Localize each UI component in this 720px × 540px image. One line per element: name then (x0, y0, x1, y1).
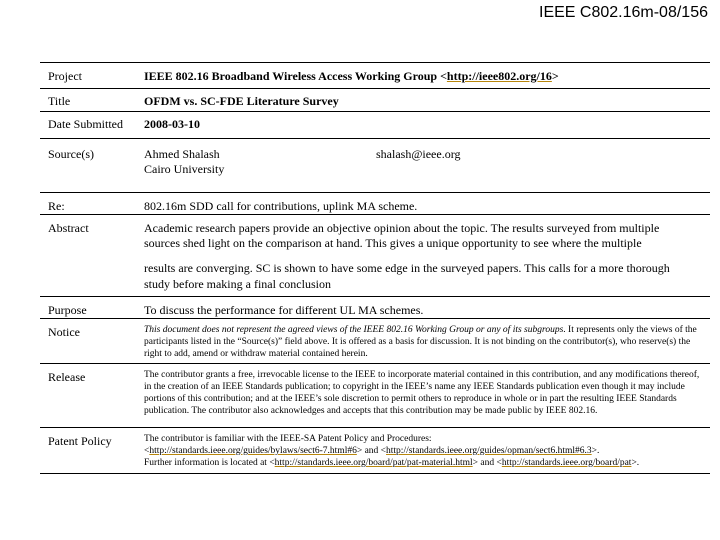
row-notice (40, 319, 710, 364)
date-label: Date Submitted (48, 117, 123, 131)
source-name: Ahmed Shalash (144, 147, 220, 161)
patent-link-bylaws[interactable]: http://standards.ieee.org/guides/bylaws/sect6-7.html#6 (149, 446, 357, 456)
row-abstract (40, 215, 710, 297)
patent-link-material[interactable]: http://standards.ieee.org/board/pat/pat-material.html (274, 458, 473, 468)
re-value: 802.16m SDD call for contributions, uplink MA scheme. (144, 199, 418, 213)
notice-label: Notice (48, 325, 80, 339)
abstract-paragraph-1: Academic research papers provide an objective opinion about the topic. The results surveyed from multiple sources shed light on the comparison at hand. This gives a unique opportunity to see where the multiple (144, 221, 660, 250)
project-text: IEEE 802.16 Broadband Wireless Access Working Group < (144, 69, 447, 83)
notice-value (144, 319, 710, 364)
purpose-label: Purpose (48, 303, 87, 317)
patent-line-3 (144, 457, 706, 469)
row-patent (40, 428, 710, 474)
source-affiliation: Cairo University (144, 162, 225, 176)
title-label: Title (48, 94, 71, 108)
project-link[interactable]: http://ieee802.org/16 (446, 69, 552, 83)
patent-value (144, 428, 710, 474)
patent-end-2: >. (631, 458, 640, 468)
row-re (40, 193, 710, 215)
patent-link-opman[interactable]: http://standards.ieee.org/guides/opman/sect6.html#6.3 (386, 446, 592, 456)
patent-end-1: >. (591, 446, 600, 456)
row-project (40, 63, 710, 89)
notice-italic: This document does not represent the agreed views of the IEEE 802.16 Working Group or any of its subgroups (144, 325, 564, 335)
abstract-paragraph-2: results are converging. SC is shown to have some edge in the surveyed papers. This calls for a more thorough study before making a final conclusion (144, 261, 670, 291)
patent-and-2: > and < (472, 458, 502, 468)
patent-further-info: Further information is located at < (144, 458, 275, 468)
project-suffix: > (551, 69, 559, 83)
project-value (144, 63, 710, 89)
row-date (40, 112, 710, 139)
re-label: Re: (48, 199, 65, 213)
patent-and-1: > and < (356, 446, 387, 456)
patent-line-2: <http://standards.ieee.org/guides/bylaws/sect6-7.html#6> and <http://standards.ieee.org/guides/opman/sect6.html#6.3>. (144, 446, 600, 456)
abstract-value (144, 215, 710, 297)
patent-line-1: The contributor is familiar with the IEEE-SA Patent Policy and Procedures: (144, 434, 432, 444)
cover-sheet-table (40, 62, 710, 474)
patent-link-pat[interactable]: http://standards.ieee.org/board/pat (501, 458, 632, 468)
title-value: OFDM vs. SC-FDE Literature Survey (144, 94, 339, 108)
source-email: shalash@ieee.org (376, 147, 461, 161)
source-value (144, 139, 710, 193)
date-value: 2008-03-10 (144, 117, 200, 131)
row-purpose (40, 297, 710, 319)
document-number: IEEE C802.16m-08/156 (539, 4, 708, 21)
release-value: The contributor grants a free, irrevocable license to the IEEE to incorporate material contained in this contribution, and any modifications thereof, in the creation of an IEEE Standards publication; to copyright in the IEEE’s name any IEEE Standards publication even though it may include portions of this contribution; and at the IEEE’s sole discretion to permit others to reproduce in whole or in part the resulting IEEE Standards publication. The contributor also acknowledges and accepts that this contribution may be made public by IEEE 802.16. (144, 370, 700, 416)
abstract-label: Abstract (48, 221, 89, 235)
notice-rest: . It represents only the views of the participants listed in the “Source(s)” field above. It is offered as a basis for discussion. It is not binding on the contributor(s), who reserve(s) the right to add, amend or withdraw material contained herein. (144, 325, 697, 359)
purpose-value: To discuss the performance for different UL MA schemes. (144, 303, 424, 317)
patent-label: Patent Policy (48, 434, 112, 448)
release-label: Release (48, 370, 86, 384)
row-title (40, 89, 710, 112)
project-label: Project (48, 69, 82, 83)
row-source (40, 139, 710, 193)
row-release (40, 364, 710, 428)
source-label: Source(s) (48, 147, 94, 161)
